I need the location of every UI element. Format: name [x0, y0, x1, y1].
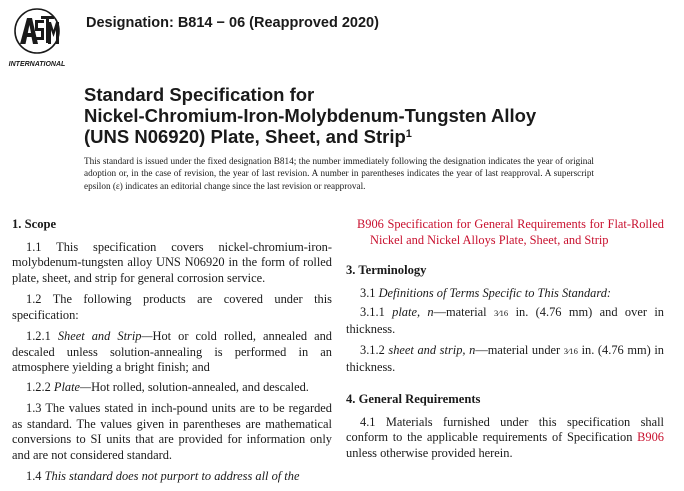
paragraph-4-1-tail: unless otherwise provided herein. — [346, 445, 513, 460]
paragraph-3-1-1 — [346, 305, 664, 337]
paragraph-1-4 — [12, 469, 332, 485]
paragraph-1-3: 1.3 The values stated in inch-pound units are to be regarded as standard. The values given in parentheses are mathematical conversions to SI units that are provided for information only and are not considered standard. — [12, 401, 332, 462]
section-heading-scope: 1. Scope — [12, 217, 57, 231]
paragraph-3-1-2-term: sheet and strip, n — [388, 343, 476, 357]
paragraph-4-1 — [346, 415, 664, 462]
reference-link-b906-inline[interactable]: B906 — [637, 430, 664, 444]
paragraph-4-1-text: 4.1 Materials furnished under this specification shall conform to the applicable requirements of Specification — [346, 414, 664, 444]
right-column — [346, 217, 664, 467]
paragraph-1-2-2-text: Hot rolled, solution-annealed, and descaled. — [91, 379, 309, 394]
title-line-3 — [84, 126, 536, 147]
paragraph-3-1-2 — [346, 343, 664, 375]
section-heading-general-requirements: 4. General Requirements — [346, 392, 481, 406]
reference-title-b906[interactable]: Specification for General Requirements for Flat-Rolled Nickel and Nickel Alloys Plate, Sheet, and Strip — [370, 217, 664, 247]
title-line-3-text: (UNS N06920) Plate, Sheet, and Strip — [84, 126, 406, 147]
logo-bottom-text: INTERNATIONAL — [8, 61, 66, 68]
fraction-3-16: 3⁄16 — [563, 346, 578, 356]
paragraph-3-1-1-pre: —material — [433, 305, 487, 319]
paragraph-3-1-2-num: 3.1.2 — [360, 343, 385, 357]
document-title — [84, 84, 536, 147]
paragraph-1-4-num: 1.4 — [26, 469, 42, 483]
reference-link-b906[interactable]: B906 — [357, 217, 384, 231]
title-line-2: Nickel-Chromium-Iron-Molybdenum-Tungsten Alloy — [84, 105, 537, 126]
section-heading-terminology: 3. Terminology — [346, 263, 427, 277]
paragraph-3-1-2-pre: —material under — [475, 343, 561, 357]
designation: Designation: B814 − 06 (Reapproved 2020) — [86, 15, 379, 31]
paragraph-3-1 — [346, 286, 664, 302]
paragraph-1-2-2-num: 1.2.2 — [26, 379, 51, 394]
astm-logo — [8, 6, 66, 68]
fraction-3-16: 3⁄16 — [494, 308, 509, 318]
paragraph-3-1-text: Definitions of Terms Specific to This Standard: — [378, 285, 612, 300]
issuance-notice: This standard is issued under the fixed designation B814; the number immediately following the designation indicates the year of original adoption or, in the case of revision, the year of last revision. A number in parentheses indicates the year of last reapproval. A superscript epsilon (ε) indicates an editorial change since the last revision or reapproval. — [84, 156, 594, 191]
paragraph-3-1-num: 3.1 — [360, 285, 376, 300]
referenced-document-b906 — [346, 217, 664, 248]
title-footnote-mark: 1 — [405, 128, 412, 140]
paragraph-1-4-text: This standard does not purport to address all of the — [44, 469, 300, 483]
paragraph-1-2-1-term: Sheet and Strip— — [57, 329, 153, 343]
left-column — [12, 217, 332, 491]
paragraph-1-2-1-num: 1.2.1 — [26, 329, 51, 343]
paragraph-1-2-1 — [12, 329, 332, 376]
paragraph-1-1: 1.1 This specification covers nickel-chromium-iron-molybdenum-tungsten alloy UNS N06920 in the form of rolled plate, sheet, and strip for general corrosion service. — [12, 239, 332, 285]
title-line-1: Standard Specification for — [84, 84, 315, 105]
paragraph-3-1-1-post: in. (4.76 mm) and over in thickness. — [346, 305, 664, 336]
paragraph-1-2-1-text: Hot or cold rolled, annealed and descaled unless solution-annealing is performed in an atmosphere yielding a bright finish; and — [12, 329, 332, 374]
paragraph-1-2-2 — [12, 380, 332, 396]
paragraph-3-1-1-term: plate, n — [392, 305, 434, 319]
paragraph-1-2-2-term: Plate— — [53, 379, 92, 394]
paragraph-3-1-2-post: in. (4.76 mm) in thickness. — [346, 343, 664, 374]
paragraph-1-2: 1.2 The following products are covered under this specification: — [12, 292, 332, 322]
paragraph-3-1-1-num: 3.1.1 — [360, 305, 385, 319]
